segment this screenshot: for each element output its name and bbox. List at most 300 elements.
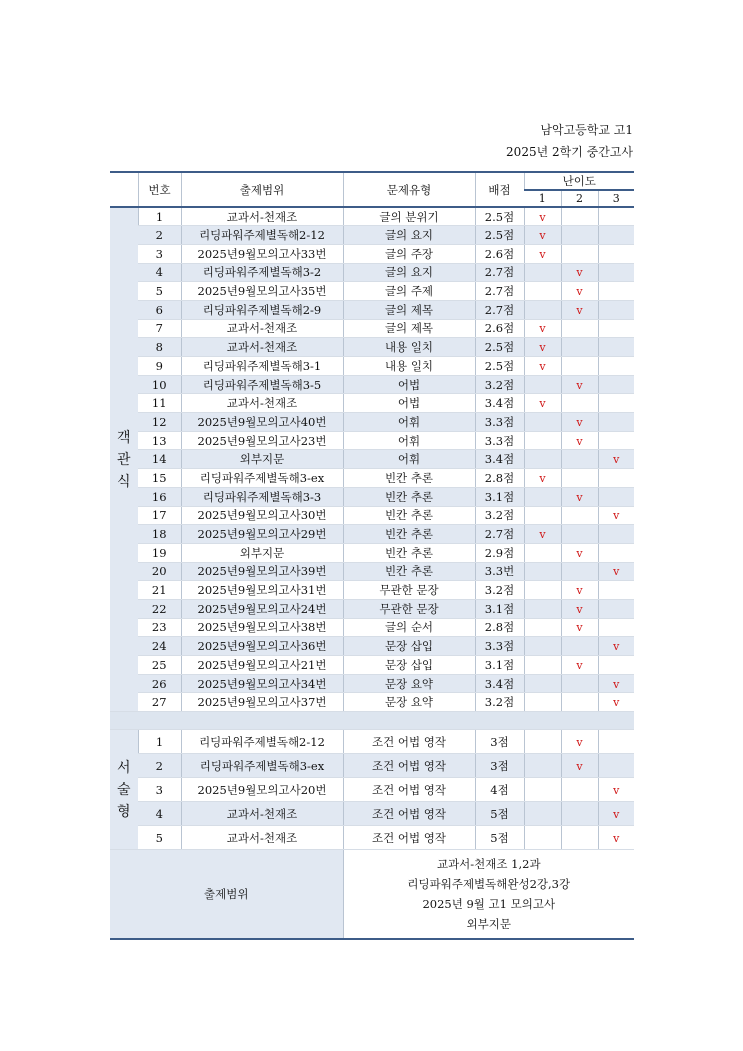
difficulty-cell-3 — [598, 674, 634, 693]
scope-line: 외부지문 — [466, 917, 511, 932]
question-range: 리딩파워주제별독해3-ex — [181, 469, 343, 488]
question-no: 3 — [138, 778, 181, 802]
difficulty-cell-3 — [598, 778, 634, 802]
difficulty-cell-1 — [524, 674, 561, 693]
question-type: 조건 어법 영작 — [343, 754, 475, 778]
difficulty-cell-3 — [598, 693, 634, 712]
table-row — [110, 778, 634, 802]
question-no: 4 — [138, 802, 181, 826]
difficulty-cell-3 — [598, 413, 634, 432]
check-mark: v — [539, 528, 546, 542]
check-mark: v — [576, 584, 583, 598]
difficulty-cell-2 — [561, 375, 598, 394]
section-label-objective: 객 관 식 — [110, 207, 138, 712]
check-mark: v — [576, 735, 583, 749]
difficulty-cell-2 — [561, 487, 598, 506]
question-range: 리딩파워주제별독해3-ex — [181, 754, 343, 778]
question-no: 6 — [138, 300, 181, 319]
question-score: 3.2점 — [475, 693, 524, 712]
question-no: 19 — [138, 543, 181, 562]
question-range: 2025년9월모의고사24번 — [181, 599, 343, 618]
question-type: 내용 일치 — [343, 338, 475, 357]
question-score: 3.3점 — [475, 431, 524, 450]
difficulty-cell-1 — [524, 506, 561, 525]
difficulty-cell-3 — [598, 282, 634, 301]
question-score: 5점 — [475, 826, 524, 850]
question-score: 2.8점 — [475, 469, 524, 488]
question-no: 14 — [138, 450, 181, 469]
difficulty-cell-2 — [561, 618, 598, 637]
question-type: 조건 어법 영작 — [343, 826, 475, 850]
question-range: 2025년9월모의고사39번 — [181, 562, 343, 581]
table-row — [110, 413, 634, 432]
question-type: 무관한 문장 — [343, 599, 475, 618]
question-range: 2025년9월모의고사33번 — [181, 244, 343, 263]
question-score: 3.3번 — [475, 562, 524, 581]
difficulty-cell-2 — [561, 525, 598, 544]
difficulty-cell-1 — [524, 581, 561, 600]
section-header-cell — [110, 172, 138, 207]
summary-label: 출제범위 — [110, 850, 343, 940]
question-score: 3.2점 — [475, 581, 524, 600]
col-header-level-2: 2 — [561, 190, 598, 207]
difficulty-cell-1 — [524, 263, 561, 282]
check-mark: v — [576, 546, 583, 560]
question-no: 24 — [138, 637, 181, 656]
difficulty-cell-3 — [598, 802, 634, 826]
table-row — [110, 562, 634, 581]
question-type: 어휘 — [343, 431, 475, 450]
col-header-score: 배점 — [475, 172, 524, 207]
difficulty-cell-3 — [598, 338, 634, 357]
question-score: 2.5점 — [475, 357, 524, 376]
difficulty-cell-3 — [598, 525, 634, 544]
difficulty-cell-2 — [561, 450, 598, 469]
difficulty-cell-1 — [524, 338, 561, 357]
table-row — [110, 338, 634, 357]
difficulty-cell-1 — [524, 450, 561, 469]
question-score: 4점 — [475, 778, 524, 802]
question-range: 외부지문 — [181, 543, 343, 562]
check-mark: v — [576, 266, 583, 280]
question-range: 2025년9월모의고사35번 — [181, 282, 343, 301]
question-no: 1 — [138, 207, 181, 226]
question-type: 빈칸 추론 — [343, 487, 475, 506]
difficulty-cell-2 — [561, 637, 598, 656]
table-row — [110, 599, 634, 618]
table-row — [110, 693, 634, 712]
question-no: 2 — [138, 226, 181, 245]
table-row — [110, 244, 634, 263]
check-mark: v — [613, 831, 620, 845]
question-no: 3 — [138, 244, 181, 263]
question-range: 2025년9월모의고사20번 — [181, 778, 343, 802]
question-range: 교과서-천재조 — [181, 802, 343, 826]
difficulty-cell-1 — [524, 319, 561, 338]
exam-title: 2025년 2학기 중간고사 — [506, 145, 633, 159]
check-mark: v — [539, 322, 546, 336]
difficulty-cell-2 — [561, 357, 598, 376]
question-score: 3점 — [475, 754, 524, 778]
question-no: 25 — [138, 656, 181, 675]
question-no: 4 — [138, 263, 181, 282]
question-range: 2025년9월모의고사30번 — [181, 506, 343, 525]
difficulty-cell-1 — [524, 469, 561, 488]
subjective-section — [110, 730, 634, 850]
question-type: 글의 제목 — [343, 300, 475, 319]
table-row — [110, 450, 634, 469]
col-header-no: 번호 — [138, 172, 181, 207]
difficulty-cell-2 — [561, 469, 598, 488]
question-no: 1 — [138, 730, 181, 754]
question-type: 문장 삽입 — [343, 637, 475, 656]
question-type: 빈칸 추론 — [343, 562, 475, 581]
question-no: 27 — [138, 693, 181, 712]
question-score: 2.5점 — [475, 338, 524, 357]
check-mark: v — [576, 658, 583, 672]
check-mark: v — [576, 602, 583, 616]
difficulty-cell-3 — [598, 487, 634, 506]
question-range: 리딩파워주제별독해3-5 — [181, 375, 343, 394]
question-score: 2.5점 — [475, 207, 524, 226]
question-type: 글의 주장 — [343, 244, 475, 263]
question-score: 2.5점 — [475, 226, 524, 245]
question-no: 12 — [138, 413, 181, 432]
question-range: 교과서-천재조 — [181, 338, 343, 357]
difficulty-cell-1 — [524, 431, 561, 450]
difficulty-cell-2 — [561, 778, 598, 802]
question-type: 글의 분위기 — [343, 207, 475, 226]
difficulty-cell-1 — [524, 618, 561, 637]
objective-section — [110, 207, 634, 712]
difficulty-cell-3 — [598, 394, 634, 413]
difficulty-cell-2 — [561, 207, 598, 226]
difficulty-cell-2 — [561, 674, 598, 693]
question-score: 2.6점 — [475, 244, 524, 263]
difficulty-cell-3 — [598, 450, 634, 469]
table-row — [110, 357, 634, 376]
difficulty-cell-1 — [524, 637, 561, 656]
difficulty-cell-3 — [598, 319, 634, 338]
difficulty-cell-1 — [524, 543, 561, 562]
check-mark: v — [539, 210, 546, 224]
difficulty-cell-2 — [561, 244, 598, 263]
table-row — [110, 674, 634, 693]
difficulty-cell-2 — [561, 338, 598, 357]
question-range: 2025년9월모의고사38번 — [181, 618, 343, 637]
difficulty-cell-1 — [524, 562, 561, 581]
difficulty-cell-2 — [561, 581, 598, 600]
check-mark: v — [539, 397, 546, 411]
question-no: 9 — [138, 357, 181, 376]
table-row — [110, 207, 634, 226]
difficulty-cell-3 — [598, 431, 634, 450]
table-row — [110, 226, 634, 245]
question-score: 2.7점 — [475, 263, 524, 282]
question-no: 18 — [138, 525, 181, 544]
difficulty-cell-1 — [524, 525, 561, 544]
difficulty-cell-1 — [524, 730, 561, 754]
difficulty-cell-2 — [561, 282, 598, 301]
difficulty-cell-3 — [598, 826, 634, 850]
difficulty-cell-2 — [561, 431, 598, 450]
exam-scope-table — [110, 171, 634, 940]
difficulty-cell-1 — [524, 207, 561, 226]
question-score: 2.6점 — [475, 319, 524, 338]
difficulty-cell-3 — [598, 207, 634, 226]
table-row — [110, 394, 634, 413]
check-mark: v — [539, 247, 546, 261]
difficulty-cell-1 — [524, 693, 561, 712]
check-mark: v — [539, 341, 546, 355]
check-mark: v — [539, 229, 546, 243]
difficulty-cell-1 — [524, 826, 561, 850]
check-mark: v — [576, 621, 583, 635]
question-range: 리딩파워주제별독해2-12 — [181, 730, 343, 754]
question-no: 8 — [138, 338, 181, 357]
difficulty-cell-3 — [598, 244, 634, 263]
question-range: 2025년9월모의고사29번 — [181, 525, 343, 544]
question-no: 22 — [138, 599, 181, 618]
question-range: 리딩파워주제별독해3-1 — [181, 357, 343, 376]
difficulty-cell-1 — [524, 357, 561, 376]
scope-line: 2025년 9월 고1 모의고사 — [422, 897, 556, 912]
question-score: 3.2점 — [475, 506, 524, 525]
difficulty-cell-3 — [598, 637, 634, 656]
question-no: 16 — [138, 487, 181, 506]
difficulty-cell-2 — [561, 319, 598, 338]
question-type: 무관한 문장 — [343, 581, 475, 600]
difficulty-cell-3 — [598, 375, 634, 394]
difficulty-cell-1 — [524, 599, 561, 618]
table-row — [110, 656, 634, 675]
question-range: 교과서-천재조 — [181, 319, 343, 338]
check-mark: v — [613, 783, 620, 797]
question-no: 13 — [138, 431, 181, 450]
question-type: 내용 일치 — [343, 357, 475, 376]
table-row — [110, 754, 634, 778]
difficulty-cell-2 — [561, 599, 598, 618]
question-type: 조건 어법 영작 — [343, 802, 475, 826]
check-mark: v — [613, 696, 620, 710]
question-type: 어휘 — [343, 450, 475, 469]
difficulty-cell-3 — [598, 656, 634, 675]
difficulty-cell-2 — [561, 693, 598, 712]
col-header-type: 문제유형 — [343, 172, 475, 207]
difficulty-cell-2 — [561, 562, 598, 581]
difficulty-cell-1 — [524, 375, 561, 394]
question-type: 빈칸 추론 — [343, 543, 475, 562]
check-mark: v — [576, 759, 583, 773]
difficulty-cell-1 — [524, 778, 561, 802]
question-type: 빈칸 추론 — [343, 469, 475, 488]
scope-line: 리딩파워주제별독해완성2강,3강 — [407, 877, 571, 892]
table-row — [110, 319, 634, 338]
table-row — [110, 263, 634, 282]
question-no: 10 — [138, 375, 181, 394]
table-row — [110, 506, 634, 525]
difficulty-cell-3 — [598, 263, 634, 282]
difficulty-cell-1 — [524, 226, 561, 245]
question-no: 21 — [138, 581, 181, 600]
question-type: 조건 어법 영작 — [343, 730, 475, 754]
question-range: 리딩파워주제별독해3-2 — [181, 263, 343, 282]
question-score: 3.3점 — [475, 637, 524, 656]
question-type: 빈칸 추론 — [343, 506, 475, 525]
question-range: 교과서-천재조 — [181, 394, 343, 413]
question-score: 3.3점 — [475, 413, 524, 432]
question-range: 리딩파워주제별독해2-9 — [181, 300, 343, 319]
difficulty-cell-3 — [598, 357, 634, 376]
difficulty-cell-1 — [524, 413, 561, 432]
table-row — [110, 730, 634, 754]
question-type: 어법 — [343, 375, 475, 394]
question-no: 15 — [138, 469, 181, 488]
difficulty-cell-3 — [598, 469, 634, 488]
question-score: 3.2점 — [475, 375, 524, 394]
question-type: 글의 요지 — [343, 226, 475, 245]
section-divider — [110, 712, 634, 730]
question-score: 3점 — [475, 730, 524, 754]
summary-scope — [343, 850, 634, 940]
table-row — [110, 487, 634, 506]
question-score: 3.4점 — [475, 394, 524, 413]
question-no: 7 — [138, 319, 181, 338]
section-label-subjective: 서 술 형 — [110, 730, 138, 850]
school-name: 남악고등학교 고1 — [540, 123, 633, 137]
difficulty-cell-3 — [598, 618, 634, 637]
question-range: 2025년9월모의고사40번 — [181, 413, 343, 432]
difficulty-cell-3 — [598, 730, 634, 754]
check-mark: v — [576, 285, 583, 299]
check-mark: v — [576, 434, 583, 448]
question-score: 2.7점 — [475, 525, 524, 544]
difficulty-cell-3 — [598, 562, 634, 581]
difficulty-cell-1 — [524, 244, 561, 263]
question-no: 5 — [138, 282, 181, 301]
check-mark: v — [613, 565, 620, 579]
col-header-level-1: 1 — [524, 190, 561, 207]
table-row — [110, 469, 634, 488]
table-row — [110, 581, 634, 600]
table-row — [110, 300, 634, 319]
difficulty-cell-1 — [524, 487, 561, 506]
table-row — [110, 282, 634, 301]
question-no: 26 — [138, 674, 181, 693]
difficulty-cell-2 — [561, 226, 598, 245]
question-score: 3.1점 — [475, 599, 524, 618]
col-header-level-3: 3 — [598, 190, 634, 207]
question-range: 2025년9월모의고사37번 — [181, 693, 343, 712]
question-type: 문장 요약 — [343, 674, 475, 693]
col-header-difficulty: 난이도 — [524, 172, 634, 190]
table-row — [110, 618, 634, 637]
question-no: 17 — [138, 506, 181, 525]
question-no: 23 — [138, 618, 181, 637]
question-type: 문장 삽입 — [343, 656, 475, 675]
check-mark: v — [613, 677, 620, 691]
question-range: 리딩파워주제별독해2-12 — [181, 226, 343, 245]
table-row — [110, 543, 634, 562]
question-no: 11 — [138, 394, 181, 413]
difficulty-cell-2 — [561, 754, 598, 778]
difficulty-cell-1 — [524, 300, 561, 319]
question-range: 외부지문 — [181, 450, 343, 469]
table-row — [110, 826, 634, 850]
difficulty-cell-1 — [524, 802, 561, 826]
check-mark: v — [613, 640, 620, 654]
question-range: 교과서-천재조 — [181, 207, 343, 226]
question-score: 2.7점 — [475, 300, 524, 319]
check-mark: v — [613, 807, 620, 821]
difficulty-cell-3 — [598, 581, 634, 600]
difficulty-cell-2 — [561, 300, 598, 319]
difficulty-cell-3 — [598, 754, 634, 778]
difficulty-cell-2 — [561, 543, 598, 562]
question-type: 어법 — [343, 394, 475, 413]
question-type: 글의 순서 — [343, 618, 475, 637]
question-range: 교과서-천재조 — [181, 826, 343, 850]
difficulty-cell-2 — [561, 802, 598, 826]
table-row — [110, 802, 634, 826]
check-mark: v — [576, 415, 583, 429]
question-no: 20 — [138, 562, 181, 581]
question-score: 2.8점 — [475, 618, 524, 637]
difficulty-cell-1 — [524, 394, 561, 413]
table-row — [110, 431, 634, 450]
question-range: 2025년9월모의고사36번 — [181, 637, 343, 656]
check-mark: v — [613, 453, 620, 467]
question-range: 2025년9월모의고사21번 — [181, 656, 343, 675]
check-mark: v — [539, 359, 546, 373]
difficulty-cell-1 — [524, 282, 561, 301]
question-no: 5 — [138, 826, 181, 850]
difficulty-cell-2 — [561, 394, 598, 413]
question-type: 문장 요약 — [343, 693, 475, 712]
question-score: 3.4점 — [475, 674, 524, 693]
question-type: 글의 제목 — [343, 319, 475, 338]
col-header-range: 출제범위 — [181, 172, 343, 207]
check-mark: v — [576, 378, 583, 392]
question-score: 3.1점 — [475, 487, 524, 506]
question-no: 2 — [138, 754, 181, 778]
table-row — [110, 375, 634, 394]
question-score: 2.7점 — [475, 282, 524, 301]
difficulty-cell-1 — [524, 656, 561, 675]
difficulty-cell-2 — [561, 826, 598, 850]
table-row — [110, 525, 634, 544]
question-score: 2.9점 — [475, 543, 524, 562]
question-range: 2025년9월모의고사34번 — [181, 674, 343, 693]
question-range: 2025년9월모의고사23번 — [181, 431, 343, 450]
difficulty-cell-3 — [598, 226, 634, 245]
difficulty-cell-3 — [598, 300, 634, 319]
question-type: 어휘 — [343, 413, 475, 432]
question-range: 2025년9월모의고사31번 — [181, 581, 343, 600]
check-mark: v — [613, 509, 620, 523]
check-mark: v — [576, 490, 583, 504]
difficulty-cell-2 — [561, 656, 598, 675]
difficulty-cell-3 — [598, 599, 634, 618]
question-score: 3.1점 — [475, 656, 524, 675]
question-type: 글의 주제 — [343, 282, 475, 301]
question-type: 빈칸 추론 — [343, 525, 475, 544]
question-type: 글의 요지 — [343, 263, 475, 282]
check-mark: v — [539, 471, 546, 485]
difficulty-cell-1 — [524, 754, 561, 778]
check-mark: v — [576, 303, 583, 317]
question-range: 리딩파워주제별독해3-3 — [181, 487, 343, 506]
